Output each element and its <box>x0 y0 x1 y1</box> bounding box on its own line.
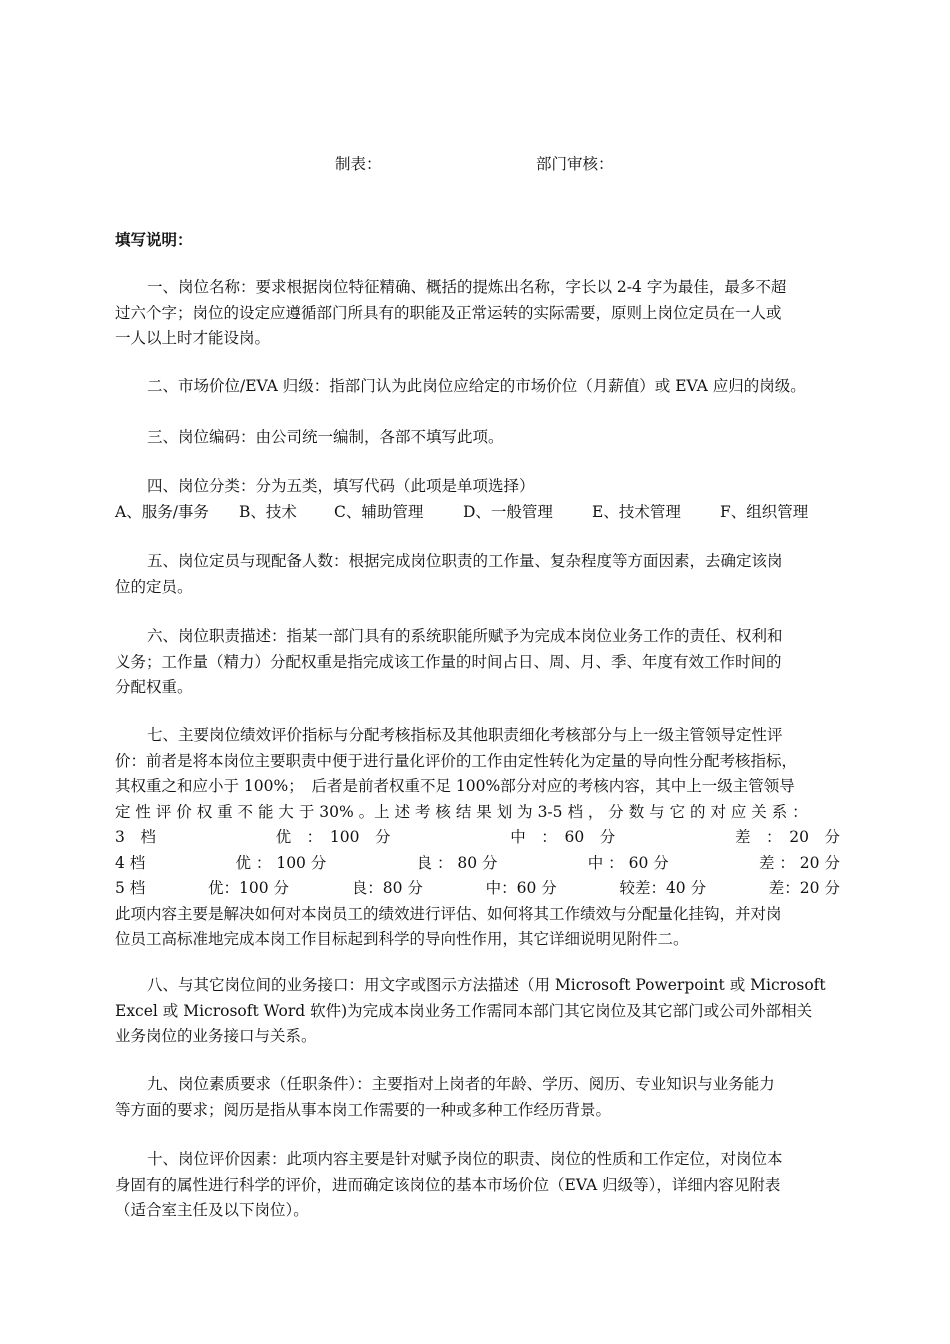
section-5 <box>115 549 840 600</box>
grade-5-good: 良：80 分 <box>351 879 423 897</box>
section-8-line: 八、与其它岗位间的业务接口：用文字或图示方法描述（用 Microsoft Powerpoint 或 Microsoft <box>147 976 826 994</box>
section-7-line: 七、主要岗位绩效评价指标与分配考核指标及其他职责细化考核部分与上一级主管领导定性评 <box>147 726 783 744</box>
section-5-line: 位的定员。 <box>115 577 193 596</box>
grade-4-label: 4 档 <box>115 853 146 872</box>
section-10-line: 十、岗位评价因素：此项内容主要是针对赋予岗位的职责、岗位的性质和工作定位，对岗位本 <box>147 1150 783 1168</box>
section-6-line: 分配权重。 <box>115 678 193 696</box>
category-option-b: B、技术 <box>239 503 297 521</box>
grade-4-good: 良 ： 80 分 <box>416 853 498 872</box>
instructions-title: 填写说明： <box>115 230 193 249</box>
category-option-f: F、组织管理 <box>720 503 809 521</box>
section-2-line: 二、市场价位/EVA 归级：指部门认为此岗位应给定的市场价位（月薪值）或 EVA 应归的岗级。 <box>147 377 806 395</box>
section-5-line: 五、岗位定员与现配备人数：根据完成岗位职责的工作量、复杂程度等方面因素，去确定该岗 <box>147 552 783 570</box>
section-10-line: 身固有的属性进行科学的评价，进而确定该岗位的基本市场价位（EVA 归级等），详细内容见附表 <box>115 1175 781 1194</box>
section-8-line: Excel 或 Microsoft Word 软件)为完成本岗业务工作需同本部门其它岗位及其它部门或公司外部相关 <box>115 1001 813 1020</box>
grade-3-poor: 差 ： 20 分 <box>735 828 840 846</box>
section-1-line: 一人以上时才能设岗。 <box>115 329 271 347</box>
section-2 <box>115 374 840 400</box>
section-6-line: 六、岗位职责描述：指某一部门具有的系统职能所赋予为完成本岗位业务工作的责任、权利和 <box>147 627 783 645</box>
grade-3-excellent: 优 ： 100 分 <box>275 828 391 846</box>
category-option-c: C、辅助管理 <box>334 503 424 521</box>
grade-3-label: 3 档 <box>115 828 156 846</box>
section-10-line: （适合室主任及以下岗位）。 <box>115 1201 309 1219</box>
section-1-line: 一、岗位名称：要求根据岗位特征精确、概括的提炼出名称，字长以 2-4 字为最佳，最多不超 <box>147 278 787 296</box>
section-6 <box>115 624 840 701</box>
grade-5-medium: 中：60 分 <box>485 879 557 897</box>
grade-3-medium: 中 ： 60 分 <box>510 828 616 846</box>
category-option-e: E、技术管理 <box>592 503 681 521</box>
section-3-line: 三、岗位编码：由公司统一编制，各部不填写此项。 <box>147 428 504 446</box>
section-9-line: 九、岗位素质要求（任职条件）：主要指对上岗者的年龄、学历、阅历、专业知识与业务能力 <box>147 1075 775 1093</box>
category-option-a: A、服务/事务 <box>115 503 209 521</box>
grade-5-fair: 较差：40 分 <box>619 879 707 897</box>
section-9-line: 等方面的要求；阅历是指从事本岗工作需要的一种或多种工作经历背景。 <box>115 1100 612 1119</box>
grade-4-row <box>115 851 840 877</box>
section-4-line: 四、岗位分类：分为五类，填写代码（此项是单项选择） <box>147 477 535 495</box>
section-10 <box>115 1147 840 1224</box>
prepared-by-label: 制表： <box>335 155 382 173</box>
grade-4-medium: 中 ： 60 分 <box>587 853 669 872</box>
grade-5-row <box>115 876 840 902</box>
grade-5-excellent: 优：100 分 <box>208 879 290 897</box>
section-8-line: 业务岗位的业务接口与关系。 <box>115 1027 317 1045</box>
section-9 <box>115 1072 840 1123</box>
section-7-line: 价：前者是将本岗位主要职责中便于进行量化评价的工作由定性转化为定量的导向性分配考核指标， <box>115 751 798 770</box>
grade-5-poor: 差：20 分 <box>768 879 840 897</box>
grade-3-row <box>115 825 840 851</box>
grade-4-poor: 差 ： 20 分 <box>758 853 840 872</box>
category-option-d: D、一般管理 <box>463 503 553 521</box>
dept-review-label: 部门审核： <box>536 155 614 173</box>
section-4 <box>115 474 840 500</box>
grade-5-label: 5 档 <box>115 879 146 897</box>
section-1-line: 过六个字；岗位的设定应遵循部门所具有的职能及正常运转的实际需要，原则上岗位定员在一人或 <box>115 303 782 322</box>
grade-4-excellent: 优 ： 100 分 <box>235 853 327 872</box>
section-8 <box>115 973 840 1050</box>
section-1 <box>115 275 840 352</box>
section-7-line: 其权重之和应小于 100%； 后者是前者权重不足 100%部分对应的考核内容，其中上一级主管领导 <box>115 777 795 795</box>
section-6-line: 义务；工作量（精力）分配权重是指完成该工作量的时间占日、周、月、季、年度有效工作时间的 <box>115 652 782 671</box>
section-3 <box>115 425 840 451</box>
section-7 <box>115 723 840 953</box>
section-7-tail-line: 此项内容主要是解决如何对本岗员工的绩效进行评估、如何将其工作绩效与分配量化挂钩，并对岗 <box>115 904 782 923</box>
section-7-line: 定 性 评 价 权 重 不 能 大 于 30% 。上 述 考 核 结 果 划 为 3-5 档 ， 分 数 与 它 的 对 应 关 系 ： <box>115 802 808 821</box>
section-7-tail-line: 位员工高标准地完成本岗工作目标起到科学的导向性作用，其它详细说明见附件二。 <box>115 930 689 948</box>
